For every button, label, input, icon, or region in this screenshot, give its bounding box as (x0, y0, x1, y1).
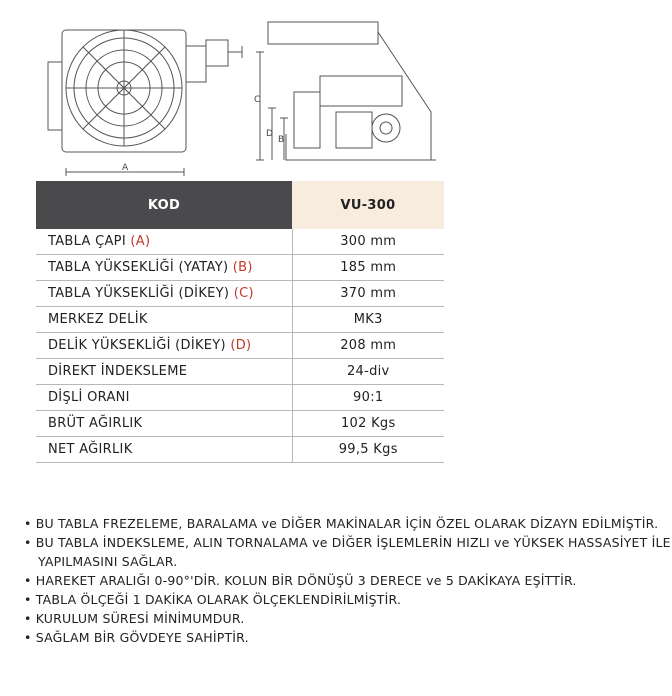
header-code: KOD (36, 181, 292, 229)
spec-value: 300 mm (292, 229, 444, 255)
table-header-row (36, 181, 444, 229)
spec-value: 185 mm (292, 255, 444, 281)
side-handwheel (372, 114, 400, 142)
table-row (36, 255, 444, 281)
table-body (36, 229, 444, 463)
spec-label-text: NET AĞIRLIK (48, 442, 133, 457)
spec-label (36, 255, 292, 281)
spec-label-text: TABLA ÇAPI (48, 234, 126, 249)
feature-note: • BU TABLA FREZELEME, BARALAMA ve DİĞER MAKİNALAR İÇİN ÖZEL OLARAK DİZAYN EDİLMİŞTİR. (24, 516, 659, 531)
left-slot-block (48, 62, 62, 130)
spec-value: 90:1 (292, 385, 444, 411)
table-row (36, 437, 444, 463)
feature-note: • SAĞLAM BİR GÖVDEYE SAHİPTİR. (24, 630, 249, 645)
spec-value: MK3 (292, 307, 444, 333)
dimension-label-c: C (254, 95, 261, 105)
spec-value: 99,5 Kgs (292, 437, 444, 463)
table-row (36, 333, 444, 359)
spec-value: 370 mm (292, 281, 444, 307)
spec-label (36, 307, 292, 333)
spec-label (36, 385, 292, 411)
spec-dimension-ref: (A) (130, 234, 151, 249)
dimension-label-b: B (278, 135, 285, 145)
handwheel (206, 40, 228, 66)
header-model: VU-300 (292, 181, 444, 229)
specification-table (36, 181, 444, 463)
table-row (36, 359, 444, 385)
dimension-label-a: A (122, 163, 129, 173)
spec-label-text: TABLA YÜKSEKLİĞİ (YATAY) (48, 260, 229, 275)
table-row (36, 281, 444, 307)
feature-notes-list (24, 514, 672, 647)
dimension-label-d: D (266, 129, 273, 139)
spec-dimension-ref: (D) (230, 338, 252, 353)
table-row (36, 307, 444, 333)
spec-label (36, 411, 292, 437)
table-row (36, 385, 444, 411)
spec-label (36, 359, 292, 385)
spec-label-text: MERKEZ DELİK (48, 312, 148, 327)
spec-value: 208 mm (292, 333, 444, 359)
table-row (36, 411, 444, 437)
spec-label (36, 229, 292, 255)
rotary-table-technical-drawing (36, 12, 446, 182)
side-top-housing (268, 22, 378, 44)
spec-label-text: DELİK YÜKSEKLİĞİ (DİKEY) (48, 338, 226, 353)
worm-housing (186, 46, 206, 82)
table-row (36, 229, 444, 255)
dimension-line-c (256, 52, 264, 160)
spec-label-text: TABLA YÜKSEKLİĞİ (DİKEY) (48, 286, 230, 301)
spec-dimension-ref: (C) (233, 286, 254, 301)
feature-note: • KURULUM SÜRESİ MİNİMUMDUR. (24, 611, 245, 626)
spec-label-text: BRÜT AĞIRLIK (48, 416, 143, 431)
spec-value: 102 Kgs (292, 411, 444, 437)
spec-label (36, 281, 292, 307)
spec-label (36, 333, 292, 359)
spec-label-text: DİŞLİ ORANI (48, 390, 130, 405)
feature-note: • TABLA ÖLÇEĞİ 1 DAKİKA OLARAK ÖLÇEKLENDİRİLMİŞTİR. (24, 592, 402, 607)
spec-dimension-ref: (B) (232, 260, 253, 275)
spec-label (36, 437, 292, 463)
spec-label-text: DİREKT İNDEKSLEME (48, 364, 188, 379)
feature-note: • BU TABLA İNDEKSLEME, ALIN TORNALAMA ve DİĞER İŞLEMLERİN HIZLI ve YÜKSEK HASSASİYET İLE YAPILMASINI SAĞLAR. (24, 535, 671, 569)
feature-note: • HAREKET ARALIĞI 0-90°'DİR. KOLUN BİR DÖNÜŞÜ 3 DERECE ve 5 DAKİKAYA EŞİTTİR. (24, 573, 577, 588)
spec-value: 24-div (292, 359, 444, 385)
